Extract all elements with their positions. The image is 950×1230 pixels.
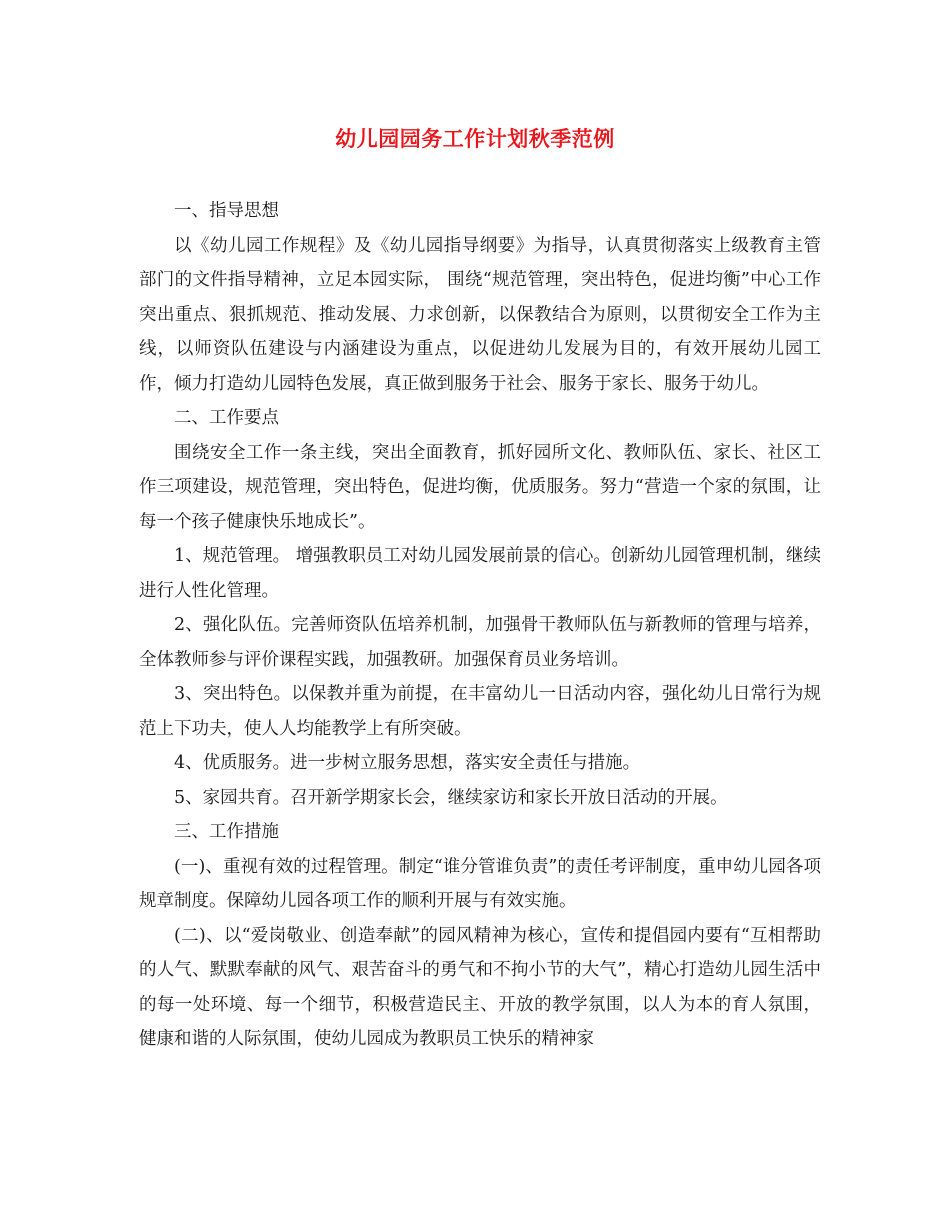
list-item-quality-service: 4、优质服务。进一步树立服务思想，落实安全责任与措施。 <box>174 753 641 773</box>
section-heading-work-points: 二、工作要点 <box>174 408 279 428</box>
paragraph-work-points: 围绕安全工作一条主线，突出全面教育，抓好园所文化、教师队伍、家长、社区工作三项建设，规范管理，突出特色，促进均衡，优质服务。努力“营造一个家的氛围，让每一个孩子健康快乐地成长”。 <box>139 442 821 532</box>
list-item-standard-management: 1、规范管理。 增强教职员工对幼儿园发展前景的信心。创新幼儿园管理机制，继续进行人性化管理。 <box>139 546 821 601</box>
list-item-strengthen-team: 2、强化队伍。完善师资队伍培养机制，加强骨干教师队伍与新教师的管理与培养，全体教师参与评价课程实践，加强教研。加强保育员业务培训。 <box>139 615 821 670</box>
list-item-home-school: 5、家园共育。召开新学期家长会，继续家访和家长开放日活动的开展。 <box>174 787 728 808</box>
measure-item-culture: (二)、以“爱岗敬业、创造奉献”的园风精神为核心，宣传和提倡园内要有“互相帮助的人气、默默奉献的风气、艰苦奋斗的勇气和不拘小节的大气”，精心打造幼儿园生活中的每一处环境、每一个细节，积极营造民主、开放的教学氛围，以人为本的育人氛围，健康和谐的人际氛围，使幼儿园成为教职员工快乐的精神家 <box>139 925 821 1049</box>
paragraph-guiding-ideology: 以《幼儿园工作规程》及《幼儿园指导纲要》为指导，认真贯彻落实上级教育主管部门的文件指导精神，立足本园实际， 围绕“规范管理，突出特色，促进均衡”中心工作突出重点、狠抓规范、推动发展、力求创新，以保教结合为原则，以贯彻安全工作为主线，以师资队伍建设与内涵建设为重点，以促进幼儿发展为目的，有效开展幼儿园工作，倾力打造幼儿园特色发展，真正做到服务于社会、服务于家长、服务于幼儿。 <box>139 235 821 394</box>
document-body <box>139 194 821 1057</box>
document-title: 幼儿园园务工作计划秋季范例 <box>335 126 615 151</box>
measure-item-process-management: (一)、重视有效的过程管理。制定“谁分管谁负责”的责任考评制度，重申幼儿园各项规章制度。保障幼儿园各项工作的顺利开展与有效实施。 <box>139 856 821 911</box>
list-item-highlight-features: 3、突出特色。以保教并重为前提，在丰富幼儿一日活动内容，强化幼儿日常行为规范上下功夫，使人人均能教学上有所突破。 <box>139 684 821 739</box>
section-heading-work-measures: 三、工作措施 <box>174 822 279 842</box>
section-heading-guiding-ideology: 一、指导思想 <box>174 201 279 221</box>
